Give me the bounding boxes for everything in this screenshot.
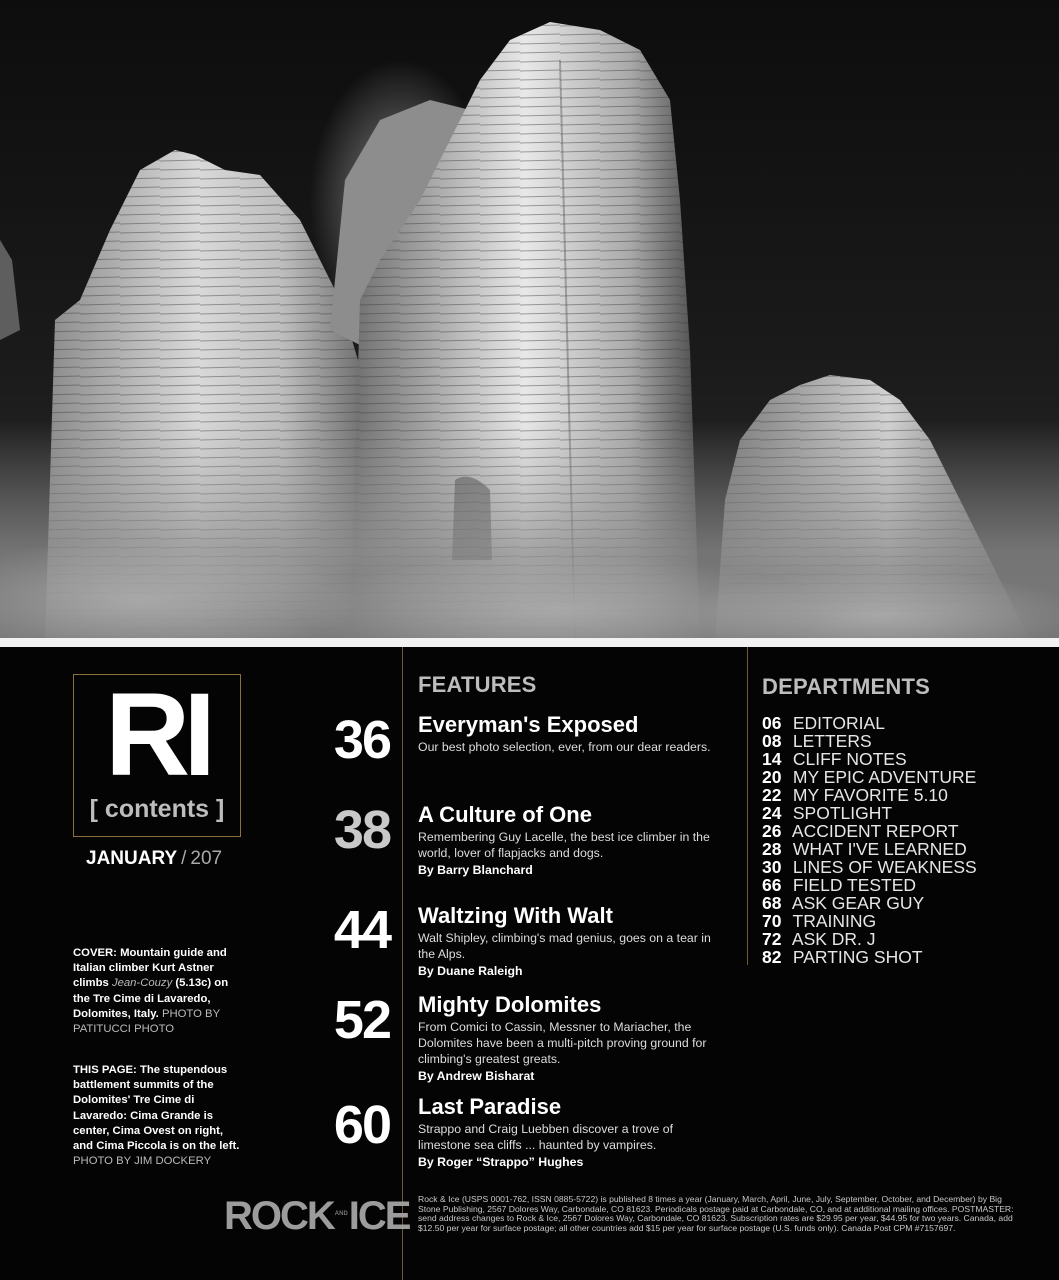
feature-title: A Culture of One [418, 802, 592, 827]
contents-logo [73, 669, 241, 837]
logo-mark: RI [105, 669, 209, 801]
feature-title: Everyman's Exposed [418, 712, 639, 737]
feature-description: Our best photo selection, ever, from our dear readers. [418, 740, 711, 754]
page-caption-credit: PHOTO BY JIM DOCKERY [73, 1155, 212, 1168]
department-page: 22 [762, 785, 782, 805]
feature-item[interactable] [418, 802, 718, 878]
brand-and: AND [334, 1211, 348, 1217]
department-page: 06 [762, 713, 782, 733]
department-name: TRAINING [792, 911, 877, 931]
department-page: 70 [762, 911, 782, 931]
department-name: WHAT I'VE LEARNED [792, 839, 967, 859]
department-name: EDITORIAL [792, 713, 885, 733]
department-name: ASK GEAR GUY [791, 893, 925, 913]
departments-list [762, 714, 1042, 966]
feature-page-number: 38 [333, 800, 390, 860]
department-item[interactable] [762, 786, 1042, 804]
department-name: MY EPIC ADVENTURE [792, 767, 977, 787]
mountain-illustration [0, 0, 1059, 638]
department-page: 14 [762, 749, 782, 769]
department-page: 72 [762, 929, 782, 949]
feature-title: Mighty Dolomites [418, 992, 602, 1017]
feature-title: Last Paradise [418, 1094, 562, 1119]
department-name: CLIFF NOTES [792, 749, 907, 769]
department-item[interactable] [762, 858, 1042, 876]
department-page: 82 [762, 947, 782, 967]
cover-caption-credit: PHOTO BY PATITUCCI PHOTO [73, 1007, 220, 1036]
department-page: 30 [762, 857, 782, 877]
department-item[interactable] [762, 750, 1042, 768]
department-item[interactable] [762, 912, 1042, 930]
cover-caption-route: Jean-Couzy [111, 977, 173, 990]
feature-author: By Duane Raleigh [418, 964, 523, 978]
department-page: 08 [762, 731, 782, 751]
department-item[interactable] [762, 876, 1042, 894]
department-page: 20 [762, 767, 782, 787]
brand-ice: ICE [348, 1194, 410, 1238]
issue-separator: / [181, 848, 187, 869]
department-item[interactable] [762, 948, 1042, 966]
department-item[interactable] [762, 840, 1042, 858]
feature-title: Waltzing With Walt [418, 903, 613, 928]
page-caption-text: THIS PAGE: The stupendous battlement summits of the Dolomites' Tre Cime di Lavaredo: Cima Grande is center, Cima Ovest on right, and Cima Piccola is on the left. [73, 1064, 240, 1153]
hero-photo [0, 0, 1059, 638]
column-divider-right [747, 647, 748, 965]
feature-page-number: 52 [333, 990, 390, 1050]
department-page: 68 [762, 893, 782, 913]
logo-contents-label: [ contents ] [89, 795, 225, 823]
legal-notice: Rock & Ice (USPS 0001-762, ISSN 0885-5722) is published 8 times a year (January, March, April, June, July, September, October, and December) by Big Stone Publishing, 2567 Dolores Way, Carbondale, CO 81623. Periodicals postage paid at Carbondale, CO, and at additional mailing offices. POSTMASTER: send address changes to Rock & Ice, 2567 Dolores Way, Carbondale, CO 81623. Subscription rates are $29.95 per year, $44.95 for two years. Canada, add $12.50 per year for surface postage; all other countries add $15 per year for surface postage (U.S. funds only). Canada Post CPM #7157697. [418, 1194, 1014, 1233]
department-name: ACCIDENT REPORT [791, 821, 959, 841]
feature-author: By Andrew Bisharat [418, 1069, 535, 1083]
department-item[interactable] [762, 714, 1042, 732]
feature-item[interactable] [418, 992, 718, 1084]
department-page: 28 [762, 839, 782, 859]
feature-description: Strappo and Craig Luebben discover a trove of limestone sea cliffs ... haunted by vampires. [418, 1122, 673, 1152]
feature-page-number: 44 [333, 900, 390, 960]
feature-description: From Comici to Cassin, Messner to Mariacher, the Dolomites have been a multi-pitch proving ground for climbing's greatest greats. [418, 1020, 707, 1066]
brand-rock: ROCK [224, 1194, 334, 1238]
department-page: 24 [762, 803, 782, 823]
features-heading: FEATURES [418, 672, 537, 697]
brand-logo [224, 1192, 410, 1238]
feature-item[interactable] [418, 1094, 718, 1170]
department-item[interactable] [762, 732, 1042, 750]
department-name: FIELD TESTED [792, 875, 917, 895]
department-page: 26 [762, 821, 782, 841]
department-name: SPOTLIGHT [792, 803, 893, 823]
issue-month: JANUARY [86, 848, 178, 869]
department-item[interactable] [762, 930, 1042, 948]
feature-author: By Roger “Strappo” Hughes [418, 1155, 584, 1169]
feature-description: Remembering Guy Lacelle, the best ice climber in the world, lover of flapjacks and dogs. [418, 830, 710, 860]
department-name: LETTERS [792, 731, 872, 751]
photo-divider [0, 638, 1059, 647]
feature-page-number: 36 [333, 710, 390, 770]
department-name: MY FAVORITE 5.10 [792, 785, 948, 805]
issue-line [86, 848, 222, 870]
column-divider-left [402, 647, 403, 1280]
cover-caption [73, 946, 243, 1037]
department-name: ASK DR. J [791, 929, 876, 949]
cover-caption-lead: COVER: Mountain guide and Italian climber Kurt Astner climbs [73, 947, 227, 990]
feature-page-number: 60 [333, 1095, 390, 1155]
department-name: LINES OF WEAKNESS [792, 857, 977, 877]
issue-number: 207 [190, 848, 223, 869]
departments-heading: DEPARTMENTS [762, 674, 931, 699]
cover-caption-rest: (5.13c) on the Tre Cime di Lavaredo, Dolomites, Italy. [73, 977, 229, 1020]
feature-author: By Barry Blanchard [418, 863, 533, 877]
department-name: PARTING SHOT [792, 947, 923, 967]
department-item[interactable] [762, 822, 1042, 840]
department-item[interactable] [762, 804, 1042, 822]
feature-item[interactable] [418, 903, 718, 979]
feature-item[interactable] [418, 712, 718, 755]
department-item[interactable] [762, 768, 1042, 786]
page-caption [73, 1063, 243, 1169]
department-item[interactable] [762, 894, 1042, 912]
feature-description: Walt Shipley, climbing's mad genius, goes on a tear in the Alps. [418, 931, 711, 961]
department-page: 66 [762, 875, 782, 895]
